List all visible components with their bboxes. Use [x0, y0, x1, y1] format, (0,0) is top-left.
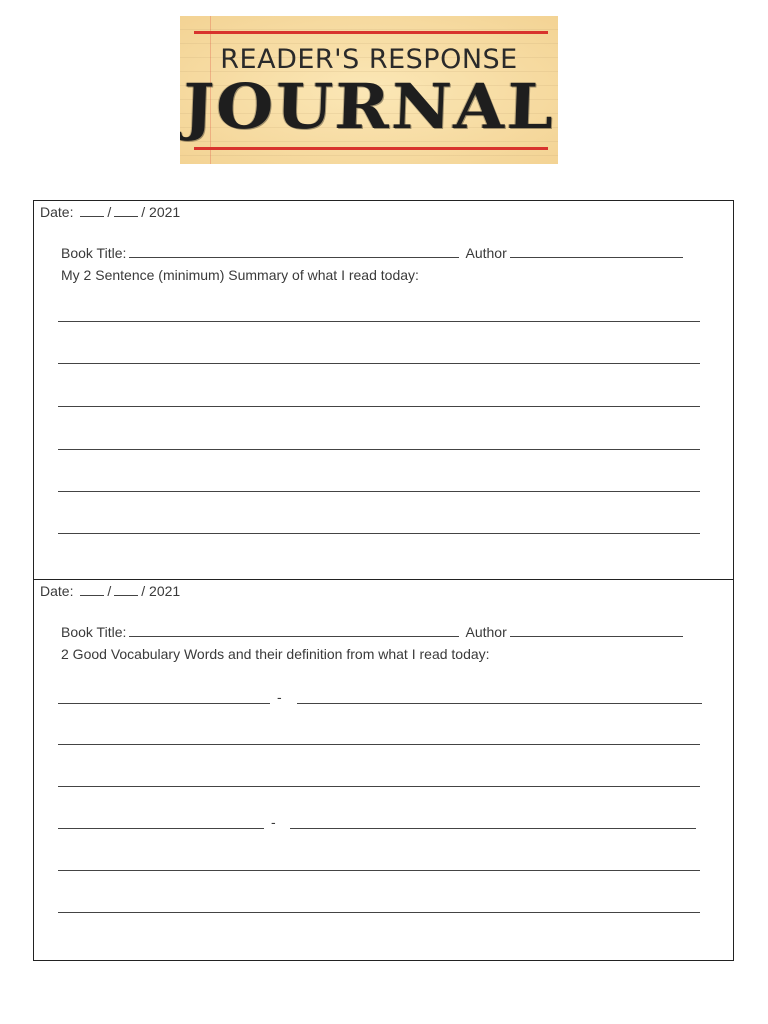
writing-line[interactable]	[58, 533, 700, 534]
vocab-definition-line[interactable]	[297, 703, 702, 704]
vocabulary-entry-box	[33, 579, 734, 961]
book-title-label: Book Title:	[61, 245, 127, 261]
journal-banner	[180, 16, 558, 164]
book-title-row	[61, 244, 686, 262]
vocab-word-line[interactable]	[58, 828, 264, 829]
writing-line[interactable]	[58, 786, 700, 787]
date-row	[40, 203, 180, 221]
banner-bottom-rule	[194, 147, 548, 150]
vocabulary-prompt: 2 Good Vocabulary Words and their definition from what I read today:	[61, 646, 490, 662]
writing-line[interactable]	[58, 870, 700, 871]
author-field[interactable]	[510, 245, 683, 258]
writing-line[interactable]	[58, 744, 700, 745]
banner-subtitle: READER'S RESPONSE	[220, 44, 518, 75]
writing-line[interactable]	[58, 321, 700, 322]
date-label: Date:	[40, 583, 74, 599]
vocab-separator: -	[271, 814, 276, 830]
writing-line[interactable]	[58, 406, 700, 407]
date-separator: /	[107, 204, 112, 220]
date-month-field[interactable]	[80, 583, 104, 596]
book-title-field[interactable]	[129, 245, 459, 258]
book-title-field[interactable]	[129, 624, 459, 637]
writing-line[interactable]	[58, 491, 700, 492]
date-year: 2021	[149, 204, 181, 220]
date-day-field[interactable]	[114, 204, 138, 217]
author-field[interactable]	[510, 624, 683, 637]
banner-title: JOURNAL	[181, 70, 557, 143]
banner-top-rule	[194, 31, 548, 34]
date-row	[40, 582, 180, 600]
date-day-field[interactable]	[114, 583, 138, 596]
date-month-field[interactable]	[80, 204, 104, 217]
summary-prompt: My 2 Sentence (minimum) Summary of what I read today:	[61, 267, 419, 283]
vocab-definition-line[interactable]	[290, 828, 696, 829]
date-year: 2021	[149, 583, 181, 599]
book-title-row	[61, 623, 686, 641]
author-label: Author	[465, 245, 507, 261]
summary-entry-box	[33, 200, 734, 580]
date-separator: /	[141, 204, 146, 220]
writing-line[interactable]	[58, 912, 700, 913]
date-separator: /	[141, 583, 146, 599]
author-label: Author	[465, 624, 507, 640]
writing-line[interactable]	[58, 363, 700, 364]
book-title-label: Book Title:	[61, 624, 127, 640]
date-separator: /	[107, 583, 112, 599]
writing-line[interactable]	[58, 449, 700, 450]
vocab-separator: -	[277, 689, 282, 705]
date-label: Date:	[40, 204, 74, 220]
vocab-word-line[interactable]	[58, 703, 270, 704]
